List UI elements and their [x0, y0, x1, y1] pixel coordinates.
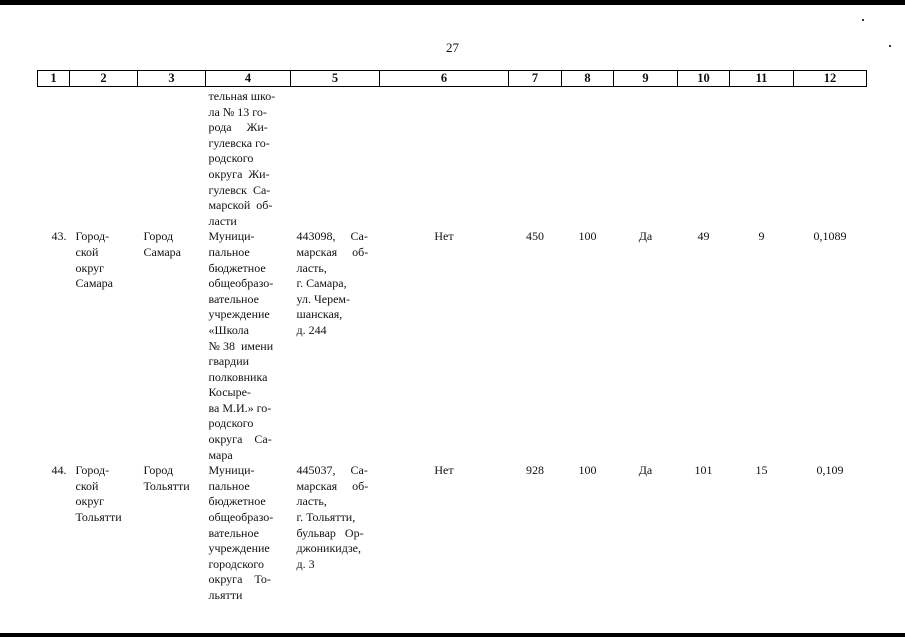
text-line: ласть, — [296, 260, 327, 275]
text-line: рода Жи- — [208, 120, 268, 135]
text-line: учреждение — [208, 541, 270, 556]
header-cell: 10 — [678, 71, 730, 87]
col7-cell: 928 — [526, 463, 544, 478]
text-line: шанская, — [296, 307, 343, 322]
text-line: пальное — [208, 478, 250, 493]
header-cell: 11 — [730, 71, 794, 87]
col6-cell: Нет — [434, 229, 454, 244]
header-cell: 12 — [794, 71, 867, 87]
col10-cell: 101 — [694, 463, 713, 478]
text-line: вательное — [208, 525, 259, 540]
text-line: тельная шко- — [208, 89, 276, 103]
continuation-name-cell — [206, 87, 291, 230]
text-line: округа Жи- — [208, 166, 270, 181]
col7-cell: 450 — [526, 229, 544, 244]
header-cell: 6 — [380, 71, 509, 87]
city-cell — [138, 463, 206, 603]
text-line: льятти — [208, 588, 243, 602]
text-line: Муници- — [208, 229, 255, 244]
school-name-cell — [206, 463, 291, 603]
text-line: Город — [143, 463, 174, 478]
text-line: округа Са- — [208, 432, 272, 447]
text-line: Муници- — [208, 463, 255, 478]
header-cell: 8 — [562, 71, 614, 87]
text-line: вательное — [208, 291, 259, 306]
text-line: общеобразо- — [208, 510, 274, 525]
text-line: 445037, Са- — [296, 463, 368, 478]
col6-cell: Нет — [434, 463, 454, 478]
text-line: ва М.И.» го- — [208, 400, 272, 415]
scan-speck — [862, 19, 864, 21]
col10-cell: 49 — [697, 229, 710, 244]
text-line: д. 3 — [296, 556, 315, 571]
text-line: марская об- — [296, 244, 369, 259]
text-line: округ — [75, 494, 105, 509]
text-line: бюджетное — [208, 494, 266, 509]
col8-cell: 100 — [578, 463, 597, 478]
header-cell: 1 — [38, 71, 70, 87]
header-cell: 7 — [509, 71, 562, 87]
text-line: ской — [75, 478, 99, 493]
col12-cell: 0,109 — [816, 463, 844, 478]
district-cell — [70, 463, 138, 603]
col12-cell: 0,1089 — [813, 229, 847, 244]
text-line: родского — [208, 151, 254, 166]
text-line: округа То- — [208, 572, 271, 587]
text-line: полковника — [208, 369, 268, 384]
col11-cell: 15 — [755, 463, 768, 478]
text-line: № 38 имени — [208, 338, 274, 353]
text-line: Город- — [75, 229, 110, 244]
address-cell — [291, 229, 380, 463]
page-number: 27 — [446, 40, 459, 55]
text-line: гвардии — [208, 354, 250, 369]
text-line: д. 244 — [296, 322, 327, 337]
text-line: марской об- — [208, 198, 273, 213]
text-line: ла № 13 го- — [208, 104, 267, 119]
table-row — [38, 463, 867, 603]
text-line: 443098, Са- — [296, 229, 368, 244]
text-line: «Школа — [208, 322, 249, 337]
header-cell: 2 — [70, 71, 138, 87]
bottom-scan-border — [0, 633, 905, 637]
text-line: гулевска го- — [208, 135, 270, 150]
text-line: ласть, — [296, 494, 327, 509]
school-name-cell — [206, 229, 291, 463]
header-row — [38, 71, 867, 87]
text-line: Косыре- — [208, 385, 251, 400]
text-line: ул. Черем- — [296, 291, 351, 306]
col8-cell: 100 — [578, 229, 597, 244]
text-line: Тольятти — [75, 510, 122, 525]
header-cell: 4 — [206, 71, 291, 87]
text-line: Тольятти — [143, 478, 190, 493]
header-cell: 5 — [291, 71, 380, 87]
text-line: Город — [143, 229, 174, 244]
text-line: ской — [75, 244, 99, 259]
text-line: г. Тольятти, — [296, 510, 356, 525]
col11-cell: 9 — [758, 229, 765, 244]
col9-cell: Да — [638, 229, 653, 244]
header-cell: 9 — [614, 71, 678, 87]
city-cell — [138, 229, 206, 463]
text-line: ласти — [208, 213, 237, 228]
header-cell: 3 — [138, 71, 206, 87]
text-line: бюджетное — [208, 260, 266, 275]
text-line: джоникидзе, — [296, 541, 362, 556]
text-line: родского — [208, 416, 254, 431]
address-cell — [291, 463, 380, 603]
table-row — [38, 229, 867, 463]
text-line: общеобразо- — [208, 276, 274, 291]
text-line: пальное — [208, 244, 250, 259]
text-line: марская об- — [296, 478, 369, 493]
text-line: гулевск Са- — [208, 182, 271, 197]
school-table — [37, 70, 867, 604]
text-line: г. Самара, — [296, 276, 347, 291]
text-line: Самара — [143, 244, 181, 259]
text-line: городского — [208, 556, 265, 571]
district-cell — [70, 229, 138, 463]
text-line: бульвар Ор- — [296, 525, 364, 540]
text-line: учреждение — [208, 307, 270, 322]
row-number: 44. — [51, 463, 67, 478]
row-number: 43. — [51, 229, 67, 244]
text-line: Самара — [75, 276, 113, 291]
top-scan-border — [0, 0, 905, 5]
text-line: Город- — [75, 463, 110, 478]
col9-cell: Да — [638, 463, 653, 478]
text-line: мара — [208, 447, 233, 462]
continuation-row — [38, 87, 867, 230]
text-line: округ — [75, 260, 105, 275]
